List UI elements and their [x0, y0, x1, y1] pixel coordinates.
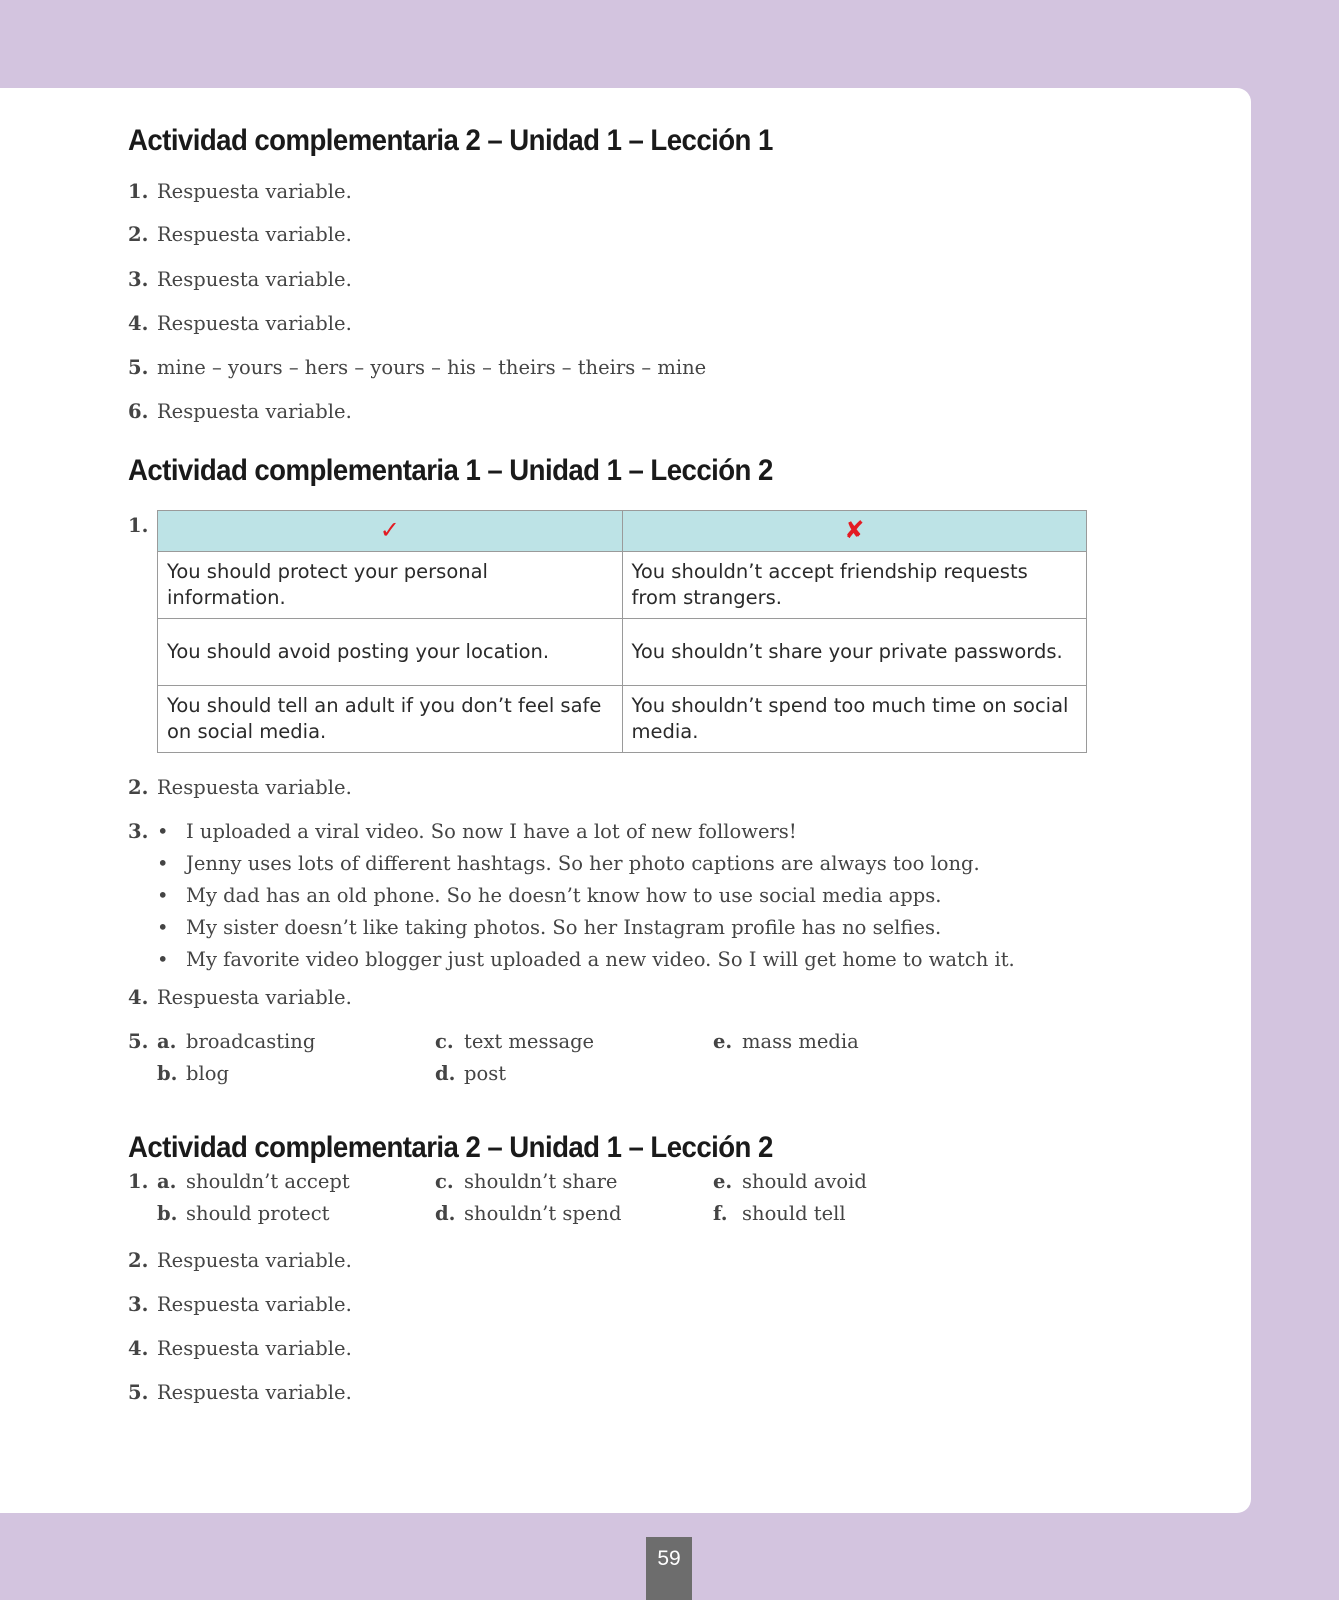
item-number: 6.	[128, 400, 149, 423]
list-item	[128, 986, 352, 1009]
option-text: should tell	[742, 1202, 846, 1225]
table-header-row	[158, 511, 1087, 552]
option-letter: d.	[435, 1202, 456, 1225]
cross-icon: ✘	[844, 516, 865, 544]
bullet-icon: •	[157, 884, 169, 907]
header-do	[158, 511, 623, 552]
list-item	[128, 223, 352, 246]
option-text: text message	[464, 1030, 595, 1053]
option-letter: c.	[435, 1030, 454, 1053]
bullet-text: My sister doesn’t like taking photos. So her Instagram profile has no selfies.	[186, 916, 942, 939]
item-number: 1.	[128, 514, 149, 537]
table-cell-do: You should protect your personal information.	[158, 552, 623, 619]
item-text: mine – yours – hers – yours – his – theirs – theirs – mine	[157, 356, 707, 379]
option-text: shouldn’t accept	[186, 1170, 350, 1193]
list-item	[128, 776, 352, 799]
option-letter: e.	[713, 1030, 733, 1053]
item-number: 5.	[128, 1381, 149, 1404]
item-number: 3.	[128, 820, 149, 843]
checkmark-icon: ✓	[379, 516, 400, 544]
answer-option	[435, 1202, 621, 1225]
item-number: 3.	[128, 268, 149, 291]
list-item	[128, 400, 352, 423]
list-item	[128, 1337, 352, 1360]
option-letter: c.	[435, 1170, 454, 1193]
table-cell-do: You should tell an adult if you don’t feel safe on social media.	[158, 686, 623, 753]
list-item	[128, 820, 157, 843]
section-title: Actividad complementaria 1 – Unidad 1 – Lección 2	[128, 454, 773, 487]
item-text: Respuesta variable.	[157, 1249, 352, 1272]
answer-option	[713, 1170, 867, 1193]
answer-option	[157, 1062, 229, 1085]
list-item	[128, 1170, 157, 1193]
bullet-item	[157, 916, 941, 939]
item-number: 4.	[128, 312, 149, 335]
header-dont	[622, 511, 1087, 552]
item-number: 2.	[128, 223, 149, 246]
answer-option	[157, 1030, 315, 1053]
section-title: Actividad complementaria 2 – Unidad 1 – Lección 2	[128, 1131, 773, 1164]
bullet-icon: •	[157, 916, 169, 939]
bullet-icon: •	[157, 820, 169, 843]
list-item	[128, 514, 157, 537]
list-item	[128, 1030, 157, 1053]
option-text: should avoid	[742, 1170, 867, 1193]
option-text: should protect	[186, 1202, 330, 1225]
item-number: 4.	[128, 1337, 149, 1360]
bullet-text: Jenny uses lots of different hashtags. So her photo captions are always too long.	[186, 852, 980, 875]
bullet-item	[157, 948, 1015, 971]
should-shouldnt-table	[157, 510, 1087, 753]
item-text: Respuesta variable.	[157, 1293, 352, 1316]
page-number: 59	[646, 1537, 692, 1600]
item-text: Respuesta variable.	[157, 1381, 352, 1404]
bullet-icon: •	[157, 948, 169, 971]
bullet-icon: •	[157, 852, 169, 875]
item-number: 5.	[128, 356, 149, 379]
item-number: 2.	[128, 1249, 149, 1272]
item-number: 1.	[128, 1170, 149, 1193]
page-sheet	[0, 88, 1251, 1513]
bullet-item	[157, 884, 941, 907]
option-letter: e.	[713, 1170, 733, 1193]
table-cell-dont: You shouldn’t share your private passwords.	[622, 619, 1087, 686]
item-number: 5.	[128, 1030, 149, 1053]
answer-option	[435, 1062, 506, 1085]
list-item	[128, 180, 352, 203]
option-text: shouldn’t spend	[464, 1202, 622, 1225]
answer-option	[713, 1030, 859, 1053]
item-text: Respuesta variable.	[157, 400, 352, 423]
item-text: Respuesta variable.	[157, 986, 352, 1009]
table-row	[158, 619, 1087, 686]
option-text: shouldn’t share	[464, 1170, 618, 1193]
option-letter: a.	[157, 1170, 177, 1193]
option-text: broadcasting	[186, 1030, 316, 1053]
option-letter: b.	[157, 1202, 178, 1225]
item-text: Respuesta variable.	[157, 268, 352, 291]
option-letter: a.	[157, 1030, 177, 1053]
table-cell-dont: You shouldn’t accept friendship requests from strangers.	[622, 552, 1087, 619]
table-row	[158, 552, 1087, 619]
item-text: Respuesta variable.	[157, 223, 352, 246]
option-text: mass media	[742, 1030, 859, 1053]
bullet-item	[157, 820, 797, 843]
item-text: Respuesta variable.	[157, 180, 352, 203]
item-number: 2.	[128, 776, 149, 799]
option-letter: b.	[157, 1062, 178, 1085]
item-number: 1.	[128, 180, 149, 203]
option-letter: d.	[435, 1062, 456, 1085]
answer-option	[435, 1170, 617, 1193]
bullet-item	[157, 852, 980, 875]
table-cell-do: You should avoid posting your location.	[158, 619, 623, 686]
item-text: Respuesta variable.	[157, 312, 352, 335]
list-item	[128, 1293, 352, 1316]
item-number: 4.	[128, 986, 149, 1009]
option-text: post	[464, 1062, 507, 1085]
answer-option	[713, 1202, 846, 1225]
bullet-text: I uploaded a viral video. So now I have a lot of new followers!	[186, 820, 797, 843]
table-cell-dont: You shouldn’t spend too much time on social media.	[622, 686, 1087, 753]
list-item	[128, 1381, 352, 1404]
list-item	[128, 312, 352, 335]
item-number: 3.	[128, 1293, 149, 1316]
bullet-text: My dad has an old phone. So he doesn’t know how to use social media apps.	[186, 884, 942, 907]
answer-option	[157, 1202, 329, 1225]
section-title: Actividad complementaria 2 – Unidad 1 – Lección 1	[128, 124, 773, 157]
bullet-text: My favorite video blogger just uploaded a new video. So I will get home to watch it.	[186, 948, 1015, 971]
option-text: blog	[186, 1062, 229, 1085]
item-text: Respuesta variable.	[157, 776, 352, 799]
table-row	[158, 686, 1087, 753]
answer-option	[435, 1030, 594, 1053]
option-letter: f.	[713, 1202, 728, 1225]
item-text: Respuesta variable.	[157, 1337, 352, 1360]
answer-option	[157, 1170, 350, 1193]
list-item	[128, 356, 706, 379]
list-item	[128, 268, 352, 291]
list-item	[128, 1249, 352, 1272]
